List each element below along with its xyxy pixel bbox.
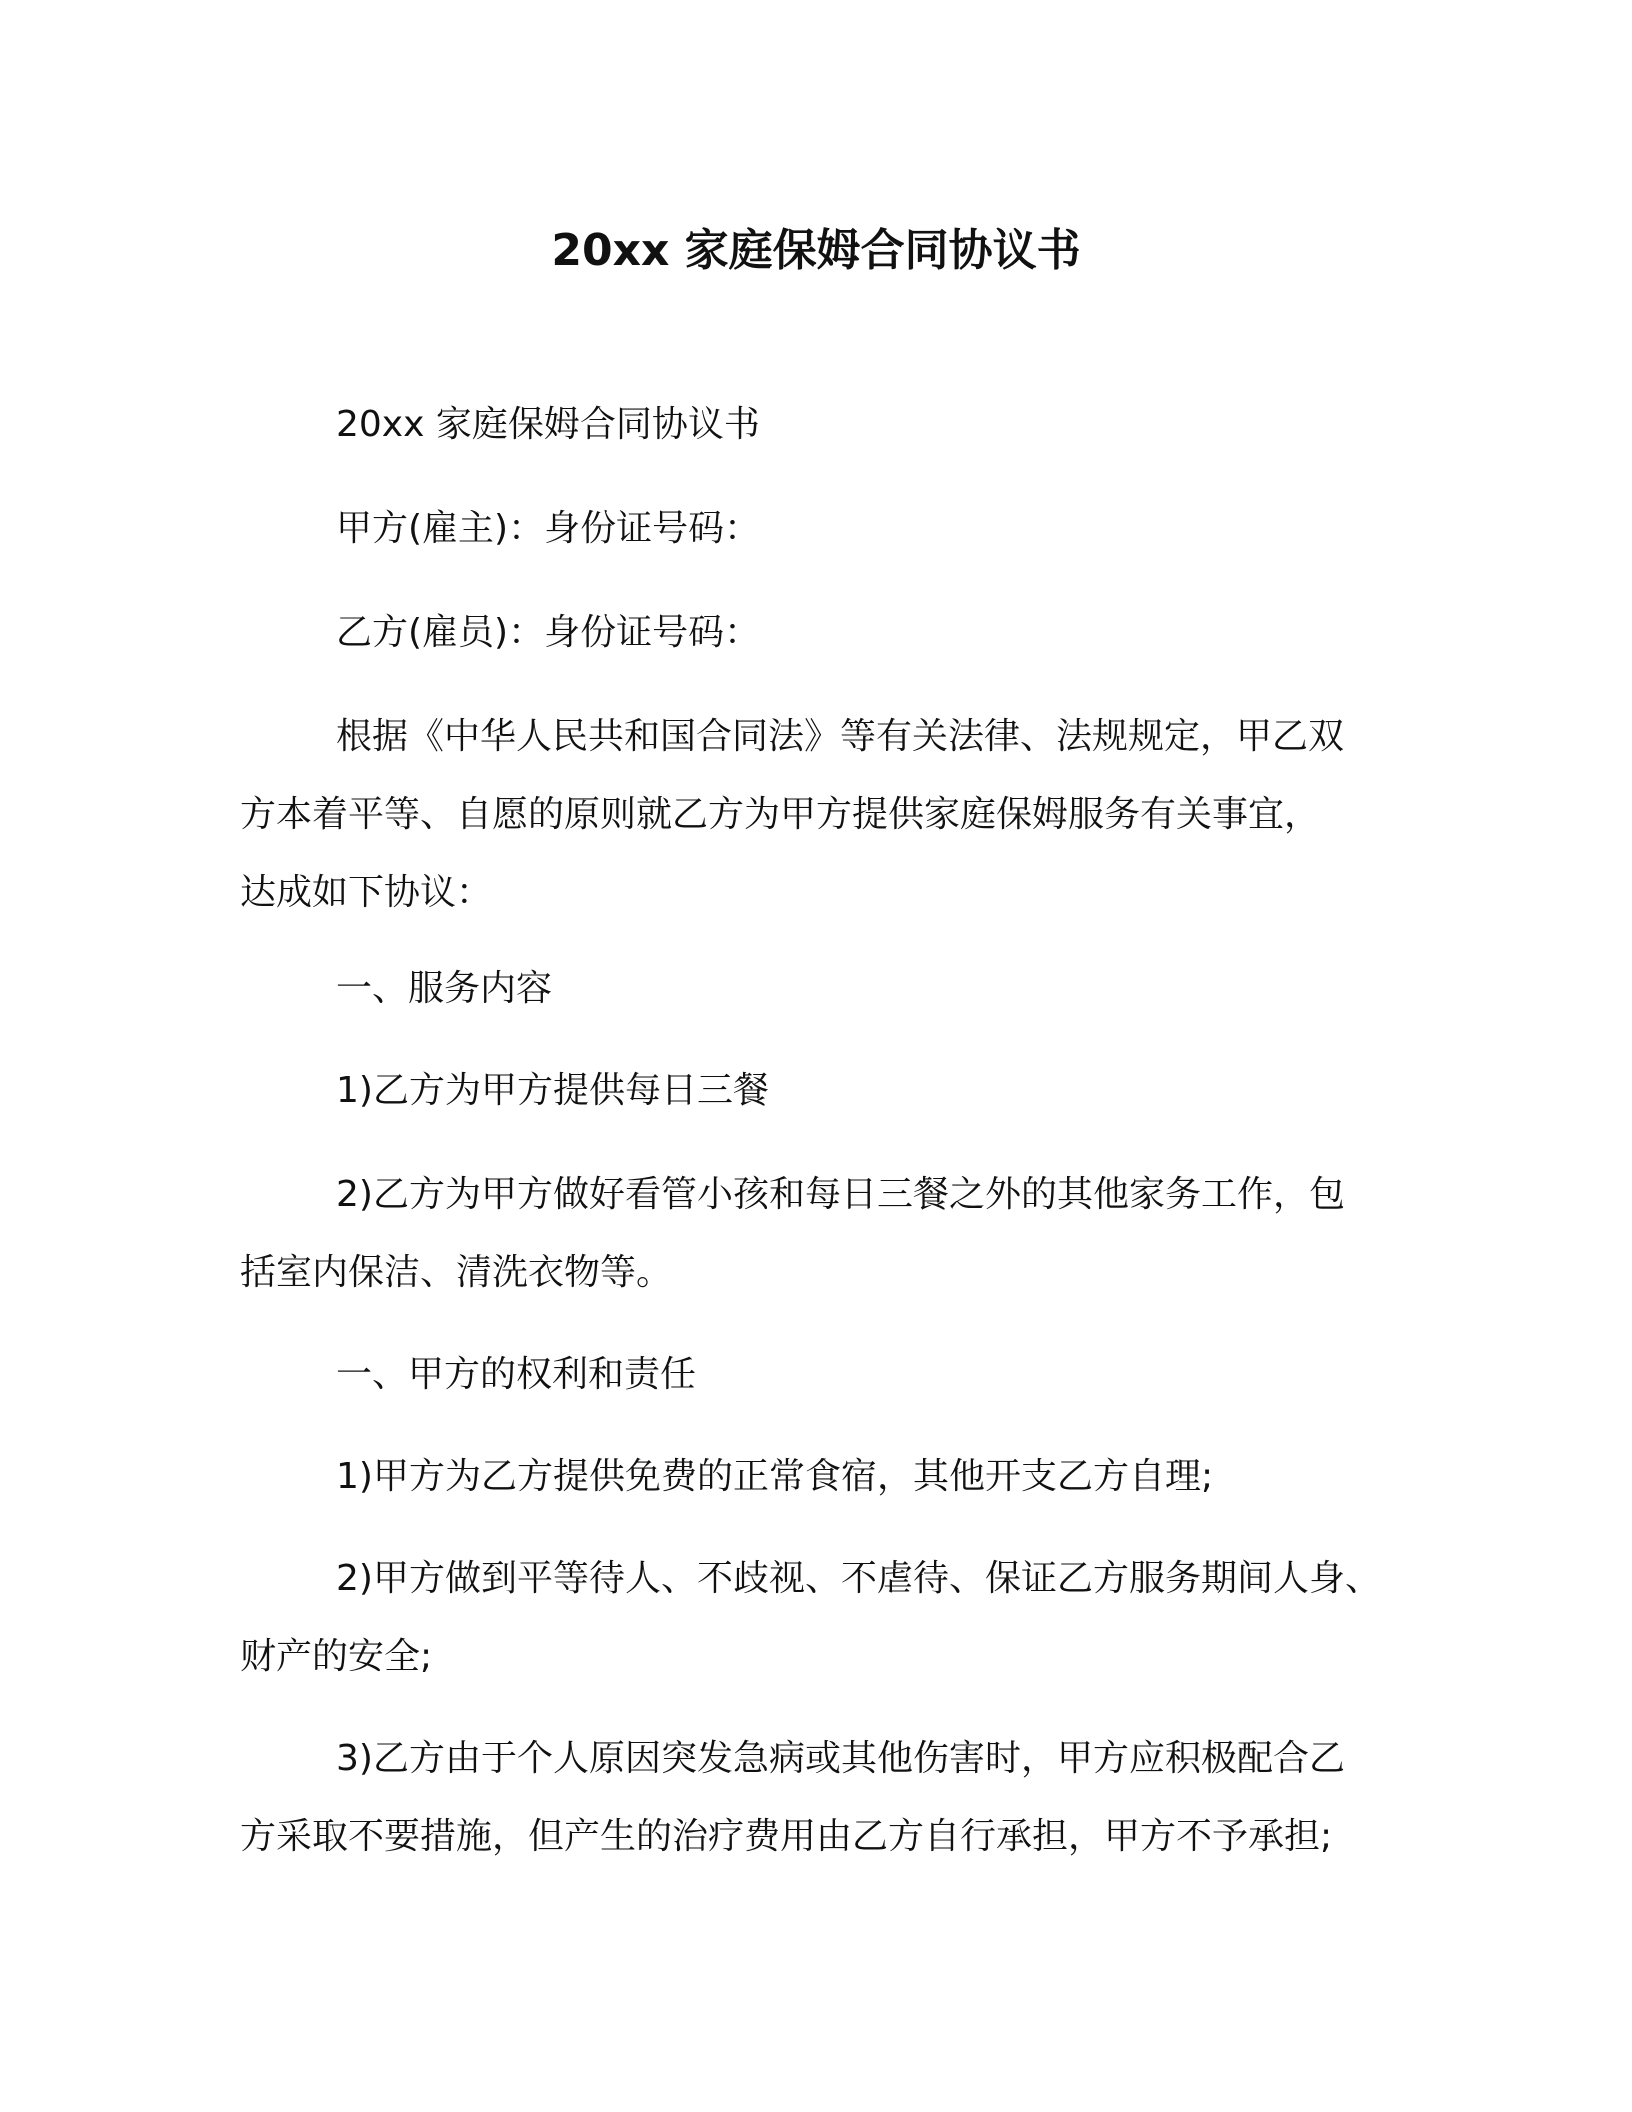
- paragraph-line: 20xx 家庭保姆合同协议书: [336, 404, 760, 445]
- paragraph-heading-repeat: [240, 386, 1400, 464]
- section-heading-party-a-rights: [240, 1336, 1400, 1414]
- list-item: [240, 1720, 1400, 1876]
- document-title: 20xx 家庭保姆合同协议书: [551, 225, 1081, 276]
- list-item: [240, 1540, 1400, 1696]
- paragraph-line: 方采取不要措施，但产生的治疗费用由乙方自行承担，甲方不予承担;: [240, 1816, 1333, 1857]
- paragraph-line: 2)甲方做到平等待人、不歧视、不虐待、保证乙方服务期间人身、: [336, 1558, 1381, 1599]
- paragraph-preamble: [240, 698, 1400, 932]
- paragraph-line: 括室内保洁、清洗衣物等。: [240, 1252, 673, 1293]
- paragraph-line: 达成如下协议：: [240, 872, 493, 913]
- paragraph-party-a: [240, 490, 1400, 568]
- list-item: [240, 1052, 1400, 1130]
- paragraph-line: 方本着平等、自愿的原则就乙方为甲方提供家庭保姆服务有关事宜，: [240, 794, 1321, 835]
- paragraph-line: 1)乙方为甲方提供每日三餐: [336, 1070, 769, 1111]
- paragraph-line: 甲方(雇主)：身份证号码：: [336, 508, 761, 549]
- paragraph-line: 2)乙方为甲方做好看管小孩和每日三餐之外的其他家务工作，包: [336, 1174, 1345, 1215]
- list-item: [240, 1156, 1400, 1312]
- paragraph-line: 一、甲方的权利和责任: [336, 1354, 697, 1395]
- paragraph-line: 一、服务内容: [336, 968, 553, 1009]
- paragraph-line: 3)乙方由于个人原因突发急病或其他伤害时，甲方应积极配合乙: [336, 1738, 1345, 1779]
- paragraph-line: 1)甲方为乙方提供免费的正常食宿，其他开支乙方自理;: [336, 1456, 1214, 1497]
- list-item: [240, 1438, 1400, 1516]
- paragraph-line: 乙方(雇员)：身份证号码：: [336, 612, 761, 653]
- paragraph-line: 财产的安全;: [240, 1636, 433, 1677]
- paragraph-line: 根据《中华人民共和国合同法》等有关法律、法规规定，甲乙双: [336, 716, 1345, 757]
- section-heading-service: [240, 950, 1400, 1028]
- paragraph-party-b: [240, 594, 1400, 672]
